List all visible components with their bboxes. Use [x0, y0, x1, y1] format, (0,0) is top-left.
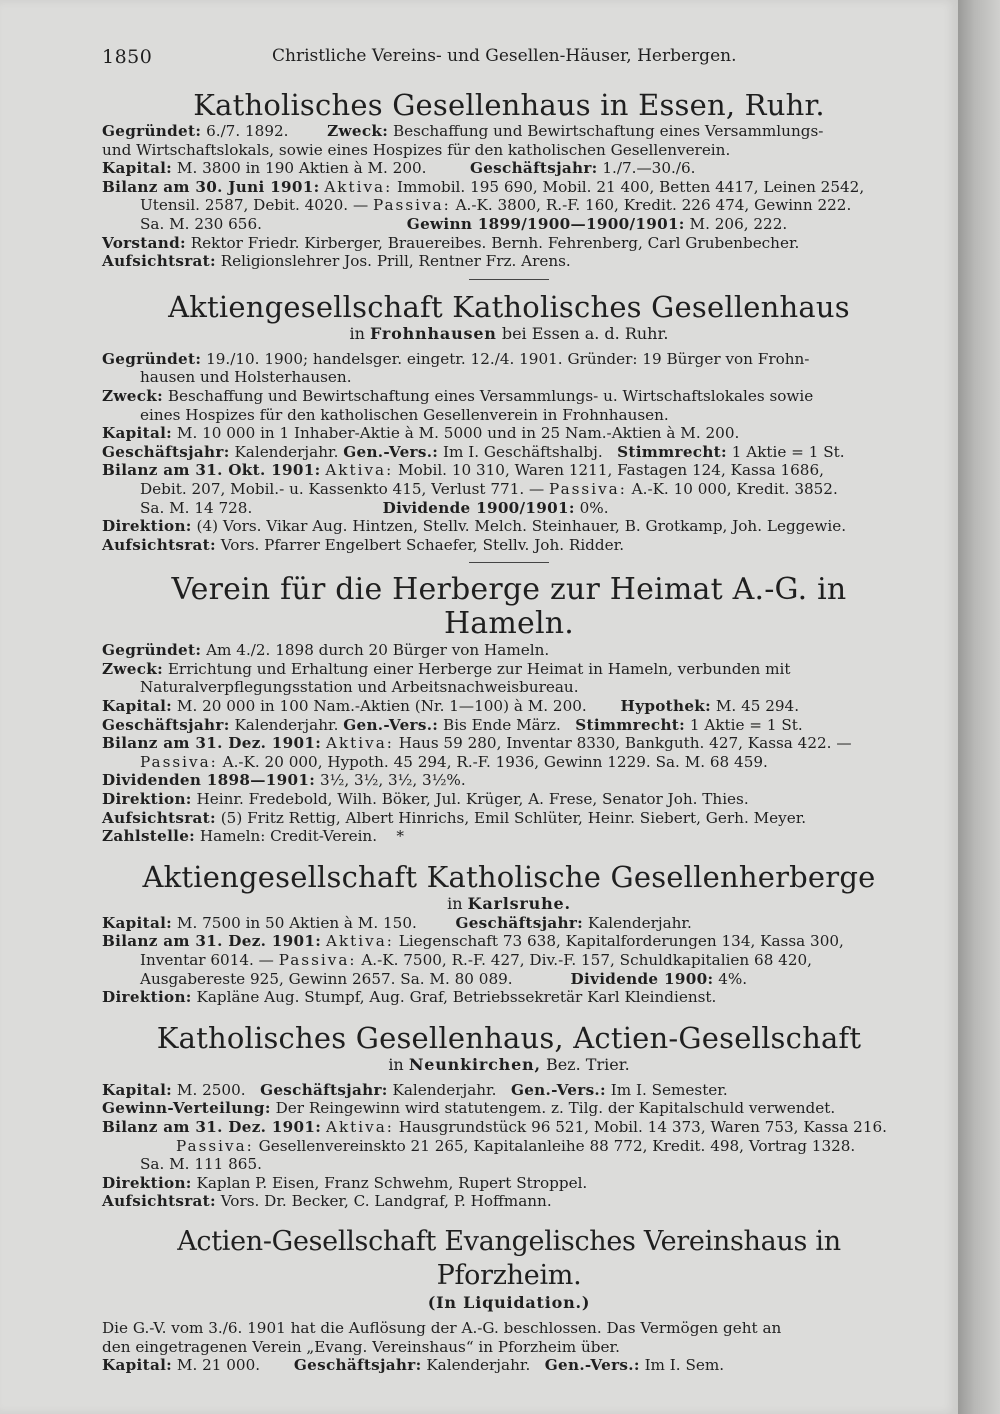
- label: Passiva:: [278, 951, 357, 969]
- value: Ausgabereste 925, Gewinn 2657. Sa. M. 80 089.: [140, 969, 513, 988]
- value: Errichtung und Erhaltung einer Herberge zur Heimat in Hameln, verbunden mit: [167, 659, 791, 678]
- text-line: [102, 196, 916, 215]
- entry-essen: [102, 88, 916, 271]
- entry-pforzheim: [102, 1225, 916, 1375]
- text-line: [102, 480, 916, 499]
- value: 1 Aktie = 1 St.: [689, 715, 803, 734]
- value: 1./7.—30./6.: [602, 159, 696, 178]
- entry-frohnhausen: [102, 290, 916, 555]
- text-line: [102, 734, 916, 753]
- value: 19./10. 1900; handelsger. eingetr. 12./4. 1901. Gründer: 19 Bürger von Frohn-: [206, 349, 810, 368]
- label: Stimmrecht:: [575, 715, 686, 734]
- value: M. 2500.: [176, 1080, 246, 1099]
- text-line: [102, 215, 916, 234]
- value: Sa. M. 14 728.: [140, 498, 253, 517]
- label: Gegründet:: [102, 349, 202, 368]
- text-line: [102, 790, 916, 809]
- label: Dividenden 1898—1901:: [102, 771, 316, 790]
- text-line: [102, 1356, 916, 1375]
- entry-title: Katholisches Gesellenhaus, Actien-Gesellschaft: [156, 1020, 862, 1055]
- value: M. 21 000.: [176, 1356, 261, 1375]
- value: Vors. Dr. Becker, C. Landgraf, P. Hoffmann.: [220, 1192, 552, 1211]
- label: Aktiva:: [325, 461, 394, 480]
- text-line: [102, 234, 916, 253]
- label: Direktion:: [102, 517, 192, 536]
- label: Bilanz am 31. Dez. 1901:: [102, 1117, 322, 1136]
- value: (5) Fritz Rettig, Albert Hinrichs, Emil Schlüter, Heinr. Siebert, Gerh. Meyer.: [220, 808, 807, 827]
- label: Zweck:: [102, 659, 164, 678]
- text-line: [102, 827, 916, 846]
- text-line: hausen und Holsterhausen.: [140, 368, 352, 387]
- label: Dividende 1900/1901:: [382, 498, 575, 517]
- value: M. 45 294.: [715, 697, 800, 716]
- value: Hameln: Credit-Verein.: [199, 827, 378, 846]
- text-line: [102, 178, 916, 197]
- label: Direktion:: [102, 988, 192, 1007]
- subtitle-text: in: [447, 893, 463, 913]
- entry-subtitle: [102, 1293, 916, 1313]
- label: Aufsichtsrat:: [102, 535, 216, 554]
- text-line: [102, 387, 916, 406]
- label: Geschäftsjahr:: [455, 913, 584, 932]
- label: Kapital:: [102, 1080, 173, 1099]
- label: Gegründet:: [102, 641, 202, 660]
- value: 0%.: [579, 498, 609, 517]
- value: Haus 59 280, Inventar 8330, Bankguth. 427, Kassa 422. —: [398, 734, 852, 753]
- text-line: [102, 252, 916, 271]
- label: Hypothek:: [620, 697, 712, 716]
- value: Im I. Semester.: [610, 1080, 728, 1099]
- value: Im I. Sem.: [644, 1356, 725, 1375]
- text-line: [102, 517, 916, 536]
- label: Bilanz am 31. Okt. 1901:: [102, 461, 321, 480]
- value: Beschaffung und Bewirtschaftung eines Versammlungs- u. Wirtschaftslokales sowie: [167, 386, 814, 405]
- text-line: den eingetragenen Verein „Evang. Vereinshaus“ in Pforzheim über.: [102, 1337, 620, 1356]
- label: Passiva:: [140, 752, 218, 771]
- label: Geschäftsjahr:: [102, 715, 230, 734]
- value: Kalenderjahr.: [392, 1080, 497, 1099]
- value: (4) Vors. Vikar Aug. Hintzen, Stellv. Melch. Steinhauer, B. Grotkamp, Joh. Leggewie.: [196, 517, 847, 536]
- text-line: [102, 499, 916, 518]
- value: Kalenderjahr.: [426, 1356, 531, 1375]
- subtitle-place: Karlsruhe.: [467, 893, 571, 913]
- label: Gen.-Vers.:: [343, 442, 439, 461]
- text-line: [102, 809, 916, 828]
- value: Kapläne Aug. Stumpf, Aug. Graf, Betriebssekretär Karl Kleindienst.: [196, 988, 717, 1007]
- text-line: [102, 753, 916, 772]
- label: Stimmrecht:: [617, 442, 727, 461]
- label: Vorstand:: [102, 233, 186, 252]
- label: Geschäftsjahr:: [260, 1080, 388, 1099]
- value: Der Reingewinn wird statutengem. z. Tilg. der Kapitalschuld verwendet.: [275, 1099, 836, 1118]
- text-line: [102, 424, 916, 443]
- text-line: [102, 697, 916, 716]
- text-line: [102, 1118, 916, 1137]
- label: Aktiva:: [324, 177, 393, 196]
- label: Kapital:: [102, 697, 173, 716]
- value: 1 Aktie = 1 St.: [731, 442, 845, 461]
- text-line: [102, 350, 916, 369]
- entry-title: Actien-Gesellschaft Evangelisches Vereinshaus in Pforzheim.: [177, 1225, 841, 1291]
- separator-rule: [469, 279, 549, 280]
- liquidation-note: (In Liquidation.): [427, 1292, 591, 1312]
- value: 4%.: [718, 969, 748, 988]
- value: M. 3800 in 190 Aktien à M. 200.: [176, 159, 427, 178]
- value: Sa. M. 230 656.: [140, 214, 262, 233]
- label: Direktion:: [102, 1173, 192, 1192]
- label: Kapital:: [102, 1356, 173, 1375]
- text-line: [102, 1081, 916, 1100]
- subtitle-place: Frohnhausen: [370, 323, 497, 343]
- label: Direktion:: [102, 790, 192, 809]
- text-line: [102, 536, 916, 555]
- value: Rektor Friedr. Kirberger, Brauereibes. Bernh. Fehrenberg, Carl Grubenbecher.: [190, 233, 800, 252]
- value: Utensil. 2587, Debit. 4020. —: [140, 196, 369, 215]
- label: Aktiva:: [326, 734, 394, 753]
- value: 6./7. 1892.: [206, 122, 289, 140]
- value: M. 206, 222.: [689, 214, 788, 233]
- label: Passiva:: [372, 196, 451, 215]
- text-line: [102, 159, 916, 178]
- separator-rule: [469, 562, 549, 563]
- label: Gen.-Vers.:: [343, 715, 439, 734]
- entry-subtitle: [102, 894, 916, 914]
- value: Liegenschaft 73 638, Kapitalforderungen 134, Kassa 300,: [398, 932, 844, 951]
- entry-karlsruhe: [102, 860, 916, 1007]
- text-line: Sa. M. 111 865.: [140, 1155, 262, 1174]
- label: Gewinn 1899/1900—1900/1901:: [406, 214, 685, 233]
- subtitle-text: bei Essen a. d. Ruhr.: [501, 323, 669, 343]
- label: Aufsichtsrat:: [102, 808, 216, 827]
- label: Aktiva:: [326, 1117, 394, 1136]
- entry-title: Aktiengesellschaft Katholische Gesellenherberge: [142, 859, 876, 894]
- label: Bilanz am 30. Juni 1901:: [102, 177, 320, 196]
- page-header: [102, 46, 922, 72]
- label: Passiva:: [176, 1136, 254, 1155]
- label: Kapital:: [102, 159, 173, 178]
- label: Kapital:: [102, 424, 173, 443]
- value: Religionslehrer Jos. Prill, Rentner Frz. Arens.: [220, 252, 571, 271]
- value: Heinr. Fredebold, Wilh. Böker, Jul. Krüger, A. Frese, Senator Joh. Thies.: [196, 790, 749, 809]
- value: Am 4./2. 1898 durch 20 Bürger von Hameln.: [206, 641, 550, 660]
- text-line: [102, 1192, 916, 1211]
- label: Aktiva:: [326, 932, 394, 951]
- subtitle-text: in: [388, 1054, 404, 1074]
- value: Kalenderjahr.: [587, 913, 692, 932]
- text-line: und Wirtschaftslokals, sowie eines Hospizes für den katholischen Gesellenverein.: [102, 140, 731, 159]
- label: Bilanz am 31. Dez. 1901:: [102, 932, 322, 951]
- value: Im I. Geschäftshalbj.: [443, 442, 603, 461]
- value: Debit. 207, Mobil.- u. Kassenkto 415, Verlust 771. —: [140, 479, 545, 498]
- label: Geschäftsjahr:: [469, 159, 598, 178]
- text-line: [102, 932, 916, 951]
- value: A.-K. 20 000, Hypoth. 45 294, R.-F. 1936, Gewinn 1229. Sa. M. 68 459.: [222, 752, 768, 771]
- value: M. 20 000 in 100 Nam.-Aktien (Nr. 1—100) à M. 200.: [176, 697, 587, 716]
- page-number: 1850: [102, 46, 153, 68]
- entry-subtitle: [102, 1055, 916, 1075]
- entry-neunkirchen: [102, 1021, 916, 1211]
- value: Beschaffung und Bewirtschaftung eines Versammlungs-: [392, 122, 824, 140]
- subtitle-place: Neunkirchen,: [408, 1054, 541, 1074]
- label: Passiva:: [549, 479, 627, 498]
- label: Gen.-Vers.:: [510, 1080, 606, 1099]
- text-line: [102, 443, 916, 462]
- value: 3½, 3½, 3½, 3½%.: [319, 771, 466, 790]
- value: Vors. Pfarrer Engelbert Schaefer, Stellv. Joh. Ridder.: [220, 535, 625, 554]
- value: Kalenderjahr.: [234, 442, 339, 461]
- text-line: [102, 951, 916, 970]
- text-line: [102, 1174, 916, 1193]
- label: Gewinn-Verteilung:: [102, 1099, 271, 1118]
- entry-subtitle: [102, 324, 916, 344]
- text-line: Die G.-V. vom 3./6. 1901 hat die Auflösung der A.-G. beschlossen. Das Vermögen geht an: [102, 1318, 782, 1337]
- label: Gegründet:: [102, 122, 202, 140]
- value: Gesellenvereinskto 21 265, Kapitalanleihe 88 772, Kredit. 498, Vortrag 1328.: [258, 1136, 856, 1155]
- value: Hausgrundstück 96 521, Mobil. 14 373, Waren 753, Kassa 216.: [398, 1117, 888, 1136]
- text-line: [102, 914, 916, 933]
- text-line: [102, 660, 916, 679]
- value: Inventar 6014. —: [140, 951, 274, 969]
- text-line: [102, 970, 916, 989]
- text-line: [102, 1099, 916, 1118]
- label: Geschäftsjahr:: [102, 442, 230, 461]
- value: Kalenderjahr.: [234, 715, 339, 734]
- value: Bis Ende März.: [443, 715, 561, 734]
- text-line: [102, 988, 916, 1007]
- value: A.-K. 7500, R.-F. 427, Div.-F. 157, Schuldkapitalien 68 420,: [361, 951, 812, 969]
- text-line: [102, 641, 916, 660]
- label: Zweck:: [102, 386, 164, 405]
- value: A.-K. 3800, R.-F. 160, Kredit. 226 474, Gewinn 222.: [455, 196, 852, 215]
- label: Dividende 1900:: [570, 969, 714, 988]
- text-line: [102, 461, 916, 480]
- subtitle-text: Bez. Trier.: [545, 1054, 630, 1074]
- value: Mobil. 10 310, Waren 1211, Fastagen 124, Kassa 1686,: [398, 461, 824, 480]
- text-line: [102, 771, 916, 790]
- label: Aufsichtsrat:: [102, 1192, 216, 1211]
- text-line: [102, 1137, 916, 1156]
- text-line: Naturalverpflegungsstation und Arbeitsnachweisbureau.: [140, 678, 579, 697]
- label: Kapital:: [102, 913, 173, 932]
- asterisk-mark: *: [396, 827, 404, 846]
- label: Bilanz am 31. Dez. 1901:: [102, 734, 322, 753]
- label: Geschäftsjahr:: [293, 1356, 422, 1375]
- text-line: [102, 122, 916, 141]
- page-edge-shadow: [958, 0, 1000, 1414]
- text-line: [102, 716, 916, 735]
- entry-title: Aktiengesellschaft Katholisches Gesellenhaus: [168, 289, 850, 324]
- subtitle-text: in: [349, 323, 365, 343]
- label: Zweck:: [327, 122, 389, 140]
- value: Kaplan P. Eisen, Franz Schwehm, Rupert Stroppel.: [196, 1173, 588, 1192]
- value: A.-K. 10 000, Kredit. 3852.: [631, 479, 838, 498]
- value: M. 10 000 in 1 Inhaber-Aktie à M. 5000 und in 25 Nam.-Aktien à M. 200.: [176, 424, 740, 443]
- label: Zahlstelle:: [102, 827, 196, 846]
- running-title: Christliche Vereins- und Gesellen-Häuser, Herbergen.: [272, 46, 737, 66]
- entry-title: Katholisches Gesellenhaus in Essen, Ruhr.: [193, 88, 825, 122]
- entry-hameln: [102, 573, 916, 846]
- label: Gen.-Vers.:: [544, 1356, 640, 1375]
- value: M. 7500 in 50 Aktien à M. 150.: [176, 913, 417, 932]
- text-line: eines Hospizes für den katholischen Gesellenverein in Frohnhausen.: [140, 405, 669, 424]
- value: Immobil. 195 690, Mobil. 21 400, Betten 4417, Leinen 2542,: [397, 177, 865, 196]
- label: Aufsichtsrat:: [102, 252, 216, 271]
- page-content: [102, 88, 916, 1375]
- entry-title: Verein für die Herberge zur Heimat A.-G. in Hameln.: [171, 572, 847, 642]
